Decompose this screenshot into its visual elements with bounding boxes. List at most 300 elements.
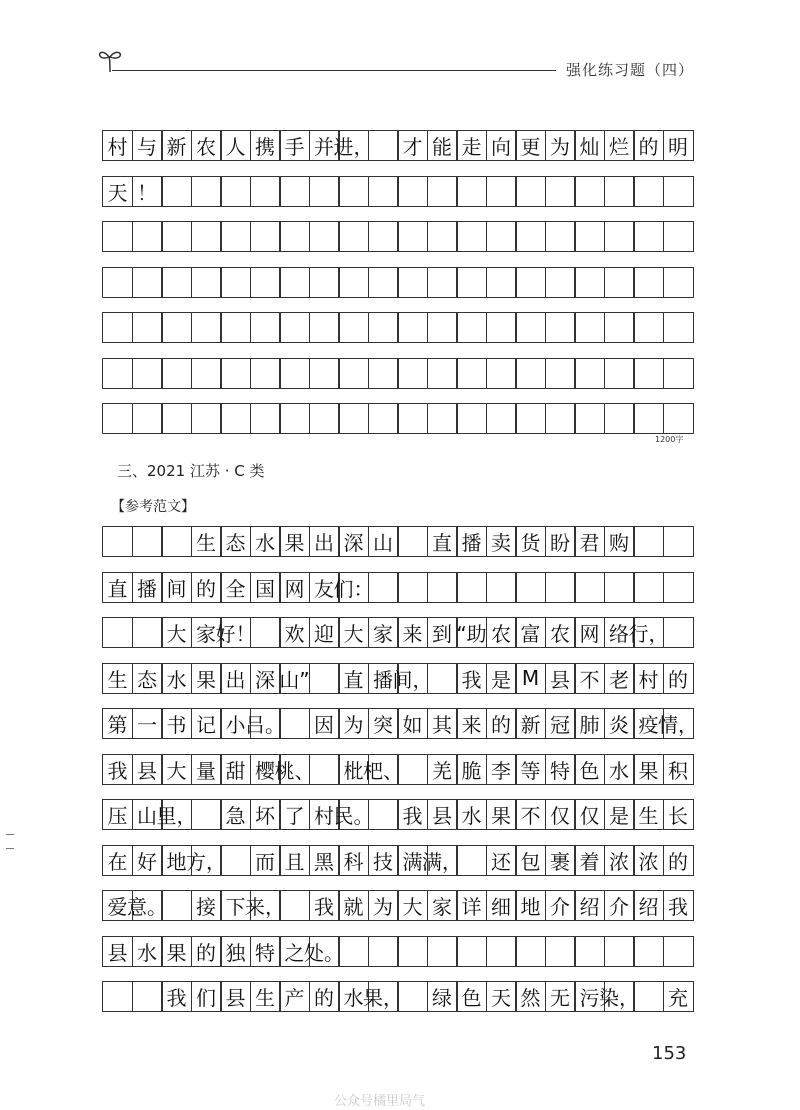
grid-cell [191,358,222,389]
grid-cell [574,403,605,434]
grid-cell: 小 [220,708,251,739]
grid-cell: 大 [338,617,369,648]
grid-cell [161,312,192,343]
grid-cell: 果， [368,981,399,1012]
grid-cell [427,403,458,434]
grid-cell [132,312,163,343]
grid-cell [574,936,605,967]
grid-cell: 直 [427,526,458,557]
grid-cell: 来， [250,890,281,921]
grid-cell [250,617,281,648]
grid-cell [427,936,458,967]
grid-cell [456,358,487,389]
grid-row [102,799,692,830]
grid-cell [397,176,428,207]
grid-cell: 了 [279,799,310,830]
grid-cell [368,572,399,603]
grid-cell [456,312,487,343]
grid-cell [456,936,487,967]
grid-cell: 还 [486,845,517,876]
grid-cell: 迎 [309,617,340,648]
grid-cell [279,176,310,207]
grid-cell: 能 [427,130,458,161]
grid-cell [633,267,664,298]
grid-cell: 新 [161,130,192,161]
grid-cell: 我 [397,799,428,830]
grid-cell: 态 [220,526,251,557]
grid-cell [633,572,664,603]
grid-cell: 县 [427,799,458,830]
grid-cell [191,799,222,830]
grid-cell [633,312,664,343]
grid-cell [604,221,635,252]
grid-cell [604,267,635,298]
grid-cell: 为 [338,708,369,739]
grid-cell: 书 [161,708,192,739]
grid-cell [427,663,458,694]
grid-cell: 村 [102,130,133,161]
grid-cell: 携 [250,130,281,161]
grid-cell: 等 [515,754,546,785]
grid-cell: 方， [191,845,222,876]
grid-cell: 向 [486,130,517,161]
grid-cell: 来 [397,617,428,648]
grid-cell: 来 [456,708,487,739]
grid-cell [663,936,694,967]
grid-cell: 县 [545,663,576,694]
grid-cell: 的 [633,130,664,161]
grid-cell [663,221,694,252]
grid-cell [545,403,576,434]
grid-cell [663,526,694,557]
grid-cell [132,221,163,252]
grid-cell [397,526,428,557]
grid-cell: 李 [486,754,517,785]
grid-cell: 进， [338,130,369,161]
grid-cell: 介 [604,890,635,921]
grid-cell: 老 [604,663,635,694]
grid-cell: 好！ [220,617,251,648]
grid-cell [633,981,664,1012]
grid-cell [338,267,369,298]
grid-row [102,312,692,343]
grid-cell [220,267,251,298]
grid-cell [545,221,576,252]
grid-cell [250,176,281,207]
grid-cell [338,358,369,389]
grid-cell [250,403,281,434]
grid-cell: 无 [545,981,576,1012]
grid-cell [309,176,340,207]
grid-cell: 果 [191,663,222,694]
grid-cell [427,572,458,603]
grid-cell: 走 [456,130,487,161]
grid-cell: 冠 [545,708,576,739]
grid-cell: 绍 [574,890,605,921]
grid-cell: 量 [191,754,222,785]
grid-cell [161,267,192,298]
grid-row [102,267,692,298]
grid-cell: 络 [604,617,635,648]
grid-cell [191,403,222,434]
grid-cell: 裹 [545,845,576,876]
grid-cell [486,221,517,252]
grid-row [102,845,692,876]
grid-cell: 满 [397,845,428,876]
grid-cell [309,312,340,343]
grid-cell [161,526,192,557]
grid-cell [663,312,694,343]
grid-cell: 欢 [279,617,310,648]
grid-cell [397,572,428,603]
grid-cell: 着 [574,845,605,876]
grid-cell: 网 [279,572,310,603]
grid-cell [102,358,133,389]
grid-cell: 细 [486,890,517,921]
grid-cell: 直 [338,663,369,694]
grid-cell: 特 [545,754,576,785]
grid-cell [279,221,310,252]
grid-cell [427,312,458,343]
grid-cell [545,572,576,603]
grid-cell [220,176,251,207]
grid-cell [309,358,340,389]
grid-cell: 浓 [604,845,635,876]
grid-cell: 直 [102,572,133,603]
grid-cell: 明 [663,130,694,161]
grid-cell: 盼 [545,526,576,557]
grid-cell [309,403,340,434]
grid-cell: 地 [515,890,546,921]
grid-cell: 人 [220,130,251,161]
grid-cell: ！ [132,176,163,207]
grid-cell [633,936,664,967]
grid-cell: 水 [456,799,487,830]
grid-cell: 肺 [574,708,605,739]
grid-cell: 灿 [574,130,605,161]
grid-cell [368,936,399,967]
grid-cell [663,176,694,207]
grid-cell [574,312,605,343]
grid-cell: 在 [102,845,133,876]
grid-cell: 山 [132,799,163,830]
grid-cell [604,312,635,343]
grid-cell [132,267,163,298]
grid-cell: 水 [161,663,192,694]
grid-cell: 情， [663,708,694,739]
grid-cell: 的 [191,572,222,603]
header-rule [112,70,556,71]
grid-cell: 家 [368,617,399,648]
grid-cell: 其 [427,708,458,739]
grid-cell: 是 [486,663,517,694]
grid-cell [161,176,192,207]
grid-cell [368,358,399,389]
grid-cell: 且 [279,845,310,876]
grid-cell: 播 [368,663,399,694]
grid-cell: 烂 [604,130,635,161]
grid-cell [338,936,369,967]
grid-cell [427,358,458,389]
grid-cell: 绍 [633,890,664,921]
grid-cell [338,221,369,252]
grid-cell [633,403,664,434]
grid-cell: 态 [132,663,163,694]
grid-cell: 间 [161,572,192,603]
grid-cell [486,176,517,207]
grid-cell [456,176,487,207]
grid-cell [102,267,133,298]
grid-cell [338,403,369,434]
grid-cell: 富 [515,617,546,648]
grid-cell [220,312,251,343]
grid-cell: “助 [456,617,487,648]
grid-cell: 大 [397,890,428,921]
grid-cell: 水 [604,754,635,785]
reference-essay-label: 【参考范文】 [111,499,195,515]
grid-cell: 生 [191,526,222,557]
grid-cell: 的 [191,936,222,967]
grid-cell: 果 [279,526,310,557]
grid-cell [279,312,310,343]
grid-cell [368,403,399,434]
grid-row [102,890,692,921]
grid-cell [486,936,517,967]
grid-row [102,981,692,1012]
grid-cell: 接 [191,890,222,921]
grid-cell [515,176,546,207]
grid-cell: 疫 [633,708,664,739]
grid-cell [456,403,487,434]
grid-cell: 水 [132,936,163,967]
grid-cell: 水 [250,526,281,557]
grid-cell: 卖 [486,526,517,557]
grid-cell: 里， [161,799,192,830]
grid-cell [309,754,340,785]
grid-cell [633,526,664,557]
grid-cell: 山” [279,663,310,694]
grid-cell: 的 [486,708,517,739]
grid-cell: 第 [102,708,133,739]
grid-cell [132,403,163,434]
grid-cell [545,936,576,967]
grid-row [102,130,692,161]
grid-cell: 全 [220,572,251,603]
grid-cell: 就 [338,890,369,921]
grid-cell: 村 [309,799,340,830]
grid-cell: 友 [309,572,340,603]
grid-cell: 深 [338,526,369,557]
grid-cell: 然 [515,981,546,1012]
grid-row [102,936,692,967]
grid-cell: 而 [250,845,281,876]
grid-cell: 手 [279,130,310,161]
grid-cell: 君 [574,526,605,557]
grid-cell [456,845,487,876]
grid-cell: 不 [515,799,546,830]
grid-cell [545,312,576,343]
grid-cell: 才 [397,130,428,161]
grid-cell [486,267,517,298]
grid-cell [368,312,399,343]
grid-cell: 积 [663,754,694,785]
grid-cell [397,936,428,967]
grid-cell [663,403,694,434]
grid-cell [279,708,310,739]
grid-cell: 炎 [604,708,635,739]
grid-cell: 们 [191,981,222,1012]
grid-cell [397,267,428,298]
grid-cell: 仅 [574,799,605,830]
grid-cell [161,890,192,921]
grid-cell: 县 [132,754,163,785]
grid-row [102,403,692,434]
grid-cell: 果 [486,799,517,830]
grid-cell: 杷、 [368,754,399,785]
grid-cell [250,221,281,252]
grid-cell: 购 [604,526,635,557]
grid-cell [191,221,222,252]
grid-cell [309,221,340,252]
grid-cell: 新 [515,708,546,739]
grid-cell: 家 [427,890,458,921]
grid-cell [456,221,487,252]
grid-cell: 之 [279,936,310,967]
grid-cell [574,176,605,207]
margin-mark [6,848,14,849]
grid-cell [309,267,340,298]
word-count-label: 1200字 [655,435,684,444]
grid-cell: 货 [515,526,546,557]
section-title: 三、2021 江苏 · C 类 [117,462,265,480]
grid-cell [663,572,694,603]
grid-cell [102,403,133,434]
grid-cell: 县 [220,981,251,1012]
grid-cell: 长 [663,799,694,830]
grid-cell [220,221,251,252]
grid-cell: 浓 [633,845,664,876]
grid-cell: 更 [515,130,546,161]
grid-cell: 黑 [309,845,340,876]
grid-row [102,663,692,694]
grid-cell [427,176,458,207]
grid-cell [368,799,399,830]
grid-cell: 详 [456,890,487,921]
grid-cell [161,358,192,389]
grid-cell: 包 [515,845,546,876]
grid-cell [250,267,281,298]
grid-cell [250,312,281,343]
grid-cell: 间， [397,663,428,694]
grid-cell [397,754,428,785]
grid-cell: 爱 [102,890,133,921]
grid-cell [102,526,133,557]
grid-cell [486,403,517,434]
grid-cell [102,617,133,648]
grid-cell: 脆 [456,754,487,785]
grid-row [102,708,698,739]
grid-cell [132,526,163,557]
grid-cell [486,358,517,389]
grid-cell [545,176,576,207]
grid-cell: 播 [132,572,163,603]
grid-cell [191,312,222,343]
grid-cell: 民。 [338,799,369,830]
grid-cell [191,267,222,298]
grid-cell: 到 [427,617,458,648]
grid-cell: 我 [102,754,133,785]
grid-cell [515,267,546,298]
grid-cell [663,358,694,389]
grid-cell [368,267,399,298]
grid-cell [427,267,458,298]
grid-row [102,526,692,557]
grid-cell: 农 [486,617,517,648]
grid-cell [102,221,133,252]
grid-cell: 农 [191,130,222,161]
grid-cell [515,221,546,252]
grid-cell [338,312,369,343]
grid-cell [220,358,251,389]
grid-cell: 的 [663,845,694,876]
grid-cell: 技 [368,845,399,876]
grid-cell [102,981,133,1012]
sprout-icon [96,46,126,76]
grid-cell [663,617,694,648]
page-number: 153 [652,1043,687,1064]
grid-cell: 天 [486,981,517,1012]
grid-cell: 水 [338,981,369,1012]
grid-cell: 突 [368,708,399,739]
grid-cell [515,936,546,967]
grid-cell: M [515,663,546,694]
grid-cell [397,358,428,389]
grid-cell [397,981,428,1012]
grid-cell: 家 [191,617,222,648]
grid-cell: 我 [663,890,694,921]
grid-cell [545,358,576,389]
grid-cell [132,358,163,389]
grid-cell: 科 [338,845,369,876]
grid-cell: 出 [309,526,340,557]
grid-cell: 桃、 [279,754,310,785]
grid-cell: 樱 [250,754,281,785]
grid-cell: 为 [368,890,399,921]
grid-cell [279,267,310,298]
grid-cell: 因 [309,708,340,739]
grid-cell [456,267,487,298]
grid-cell [515,312,546,343]
grid-cell: 深 [250,663,281,694]
grid-cell [368,176,399,207]
grid-cell: 意。 [132,890,163,921]
grid-cell [279,403,310,434]
grid-cell: 行， [633,617,664,648]
grid-cell: 不 [574,663,605,694]
grid-cell [279,358,310,389]
grid-row [102,176,692,207]
grid-cell: 果 [161,936,192,967]
grid-cell [604,176,635,207]
grid-cell: 色 [456,981,487,1012]
grid-cell: 出 [220,663,251,694]
grid-cell [604,572,635,603]
grid-cell [279,890,310,921]
grid-cell: 们： [338,572,369,603]
grid-row [102,358,692,389]
grid-cell [132,617,163,648]
grid-cell [250,358,281,389]
